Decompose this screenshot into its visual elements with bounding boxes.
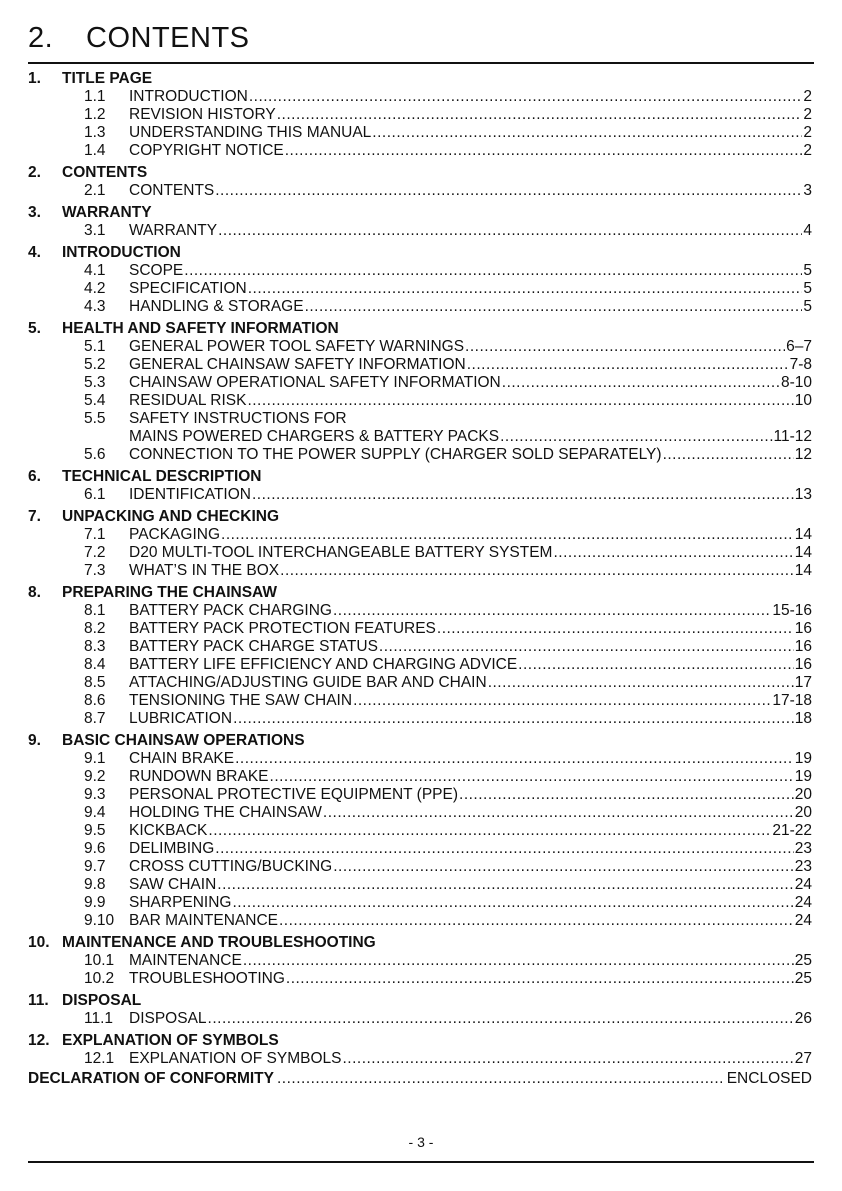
toc-entry[interactable] [28, 262, 812, 280]
toc-entry[interactable] [28, 858, 812, 876]
toc-entry[interactable] [28, 620, 812, 638]
entry-title: EXPLANATION OF SYMBOLS [129, 1050, 342, 1067]
toc-entry[interactable] [28, 1010, 812, 1028]
entry-page-number: 24 [794, 894, 812, 911]
entry-title: MAINS POWERED CHARGERS & BATTERY PACKS [129, 428, 500, 445]
section-title: TITLE PAGE [62, 70, 153, 87]
entry-page-number: 2 [803, 88, 812, 105]
declaration-entry[interactable] [28, 1070, 812, 1088]
dot-leader [323, 804, 794, 822]
dot-leader [248, 280, 803, 298]
toc-entry[interactable] [28, 692, 812, 710]
entry-page-number: 6–7 [786, 338, 812, 355]
entry-title: GENERAL POWER TOOL SAFETY WARNINGS [129, 338, 465, 355]
toc-entry[interactable] [28, 544, 812, 562]
entry-title: BATTERY PACK CHARGE STATUS [129, 638, 378, 655]
toc-entry[interactable] [28, 768, 812, 786]
entry-page-number: 2 [803, 124, 812, 141]
entry-title: D20 MULTI-TOOL INTERCHANGEABLE BATTERY SYSTEM [129, 544, 553, 561]
dot-leader [379, 638, 794, 656]
entry-page-number: 27 [794, 1050, 812, 1067]
section-number: 5. [28, 320, 41, 337]
entry-page-number: 23 [794, 840, 812, 857]
entry-number: 5.2 [84, 356, 106, 373]
section-title: MAINTENANCE AND TROUBLESHOOTING [62, 934, 376, 951]
section-heading[interactable] [28, 244, 812, 262]
declaration-page: ENCLOSED [726, 1070, 812, 1087]
entry-number: 12.1 [84, 1050, 115, 1067]
entry-page-number: 16 [794, 620, 812, 637]
toc-section [28, 164, 812, 200]
entry-title: HOLDING THE CHAINSAW [129, 804, 322, 821]
toc-entry[interactable] [28, 356, 812, 374]
entry-number: 5.6 [84, 446, 106, 463]
entry-page-number: 23 [794, 858, 812, 875]
entry-number: 9.7 [84, 858, 106, 875]
dot-leader [235, 750, 794, 768]
entry-title: WHAT’S IN THE BOX [129, 562, 280, 579]
section-heading[interactable] [28, 320, 812, 338]
toc-entry[interactable] [28, 786, 812, 804]
section-heading[interactable] [28, 468, 812, 486]
dot-leader [305, 298, 803, 316]
entry-page-number: 8-10 [780, 374, 812, 391]
toc-entry[interactable] [28, 894, 812, 912]
toc-entry[interactable] [28, 656, 812, 674]
dot-leader [465, 338, 785, 356]
entry-page-number: 12 [794, 446, 812, 463]
dot-leader [184, 262, 802, 280]
entry-title: UNDERSTANDING THIS MANUAL [129, 124, 372, 141]
section-title: DISPOSAL [62, 992, 142, 1009]
entry-title: SAFETY INSTRUCTIONS FOR [129, 410, 347, 427]
entry-page-number: 16 [794, 638, 812, 655]
entry-title: MAINTENANCE [129, 952, 242, 969]
entry-title: RESIDUAL RISK [129, 392, 247, 409]
toc-entry[interactable] [28, 142, 812, 160]
entry-number: 1.1 [84, 88, 106, 105]
dot-leader [553, 544, 793, 562]
toc-entry[interactable] [28, 970, 812, 988]
toc-section [28, 320, 812, 464]
entry-number: 8.3 [84, 638, 106, 655]
entry-page-number: 11-12 [773, 428, 812, 445]
entry-title: COPYRIGHT NOTICE [129, 142, 284, 159]
entry-number: 1.2 [84, 106, 106, 123]
entry-number: 6.1 [84, 486, 106, 503]
entry-page-number: 19 [794, 768, 812, 785]
entry-number: 9.4 [84, 804, 106, 821]
entry-number: 2.1 [84, 182, 106, 199]
entry-title: CONTENTS [129, 182, 215, 199]
entry-number: 1.4 [84, 142, 106, 159]
entry-title: LUBRICATION [129, 710, 233, 727]
toc-entry[interactable] [28, 446, 812, 464]
entry-number: 4.2 [84, 280, 106, 297]
page-title [28, 22, 250, 55]
entry-title: SAW CHAIN [129, 876, 217, 893]
dot-leader [221, 526, 794, 544]
toc-entry[interactable] [28, 338, 812, 356]
entry-page-number: 24 [794, 912, 812, 929]
entry-title: SCOPE [129, 262, 184, 279]
entry-title: KICKBACK [129, 822, 208, 839]
dot-leader [467, 356, 789, 374]
toc-entry[interactable] [28, 602, 812, 620]
entry-number: 9.10 [84, 912, 115, 929]
dot-leader [217, 876, 793, 894]
dot-leader [215, 840, 793, 858]
page-title-number: 2. [28, 22, 54, 54]
toc-entry[interactable] [28, 804, 812, 822]
entry-title: HANDLING & STORAGE [129, 298, 304, 315]
section-heading[interactable] [28, 508, 812, 526]
dot-leader [502, 374, 780, 392]
declaration-title: DECLARATION OF CONFORMITY [28, 1070, 274, 1087]
entry-page-number: 17-18 [772, 692, 812, 709]
entry-page-number: 2 [803, 142, 812, 159]
entry-page-number: 5 [803, 262, 812, 279]
toc-entry[interactable] [28, 410, 812, 428]
entry-number: 7.3 [84, 562, 106, 579]
entry-page-number: 26 [794, 1010, 812, 1027]
toc-section [28, 508, 812, 580]
entry-page-number: 17 [794, 674, 812, 691]
entry-number: 1.3 [84, 124, 106, 141]
dot-leader [353, 692, 771, 710]
toc-entry[interactable] [28, 88, 812, 106]
entry-title: RUNDOWN BRAKE [129, 768, 269, 785]
entry-number: 8.7 [84, 710, 106, 727]
entry-number: 9.6 [84, 840, 106, 857]
toc-entry[interactable] [28, 486, 812, 504]
section-heading[interactable] [28, 992, 812, 1010]
section-number: 2. [28, 164, 41, 181]
toc-entry[interactable] [28, 840, 812, 858]
section-number: 8. [28, 584, 41, 601]
entry-page-number: 14 [794, 544, 812, 561]
entry-number: 10.1 [84, 952, 115, 969]
section-title: BASIC CHAINSAW OPERATIONS [62, 732, 305, 749]
dot-leader [277, 106, 803, 124]
entry-page-number: 20 [794, 786, 812, 803]
toc-entry[interactable] [28, 674, 812, 692]
section-number: 6. [28, 468, 41, 485]
dot-leader [280, 562, 794, 580]
section-title: EXPLANATION OF SYMBOLS [62, 1032, 279, 1049]
dot-leader [518, 656, 794, 674]
section-title: WARRANTY [62, 204, 152, 221]
toc-entry[interactable] [28, 638, 812, 656]
toc-entry[interactable] [28, 222, 812, 240]
entry-title: CONNECTION TO THE POWER SUPPLY (CHARGER SOLD SEPARATELY) [129, 446, 662, 463]
section-number: 4. [28, 244, 41, 261]
toc-section [28, 934, 812, 988]
entry-title: DISPOSAL [129, 1010, 207, 1027]
entry-page-number: 15-16 [772, 602, 812, 619]
entry-title: CHAIN BRAKE [129, 750, 235, 767]
entry-number: 8.4 [84, 656, 106, 673]
dot-leader [372, 124, 802, 142]
entry-number: 8.2 [84, 620, 106, 637]
section-heading[interactable] [28, 164, 812, 182]
entry-number: 9.9 [84, 894, 106, 911]
entry-title: TROUBLESHOOTING [129, 970, 285, 987]
dot-leader [333, 858, 794, 876]
footer-divider [28, 1161, 814, 1163]
entry-title: REVISION HISTORY [129, 106, 276, 123]
toc-entry[interactable] [28, 298, 812, 316]
entry-page-number: 25 [794, 952, 812, 969]
entry-number: 7.1 [84, 526, 106, 543]
entry-title: ATTACHING/ADJUSTING GUIDE BAR AND CHAIN [129, 674, 487, 691]
entry-number: 5.5 [84, 410, 106, 427]
entry-number: 8.1 [84, 602, 106, 619]
section-heading[interactable] [28, 70, 812, 88]
dot-leader [270, 768, 794, 786]
entry-page-number: 10 [794, 392, 812, 409]
entry-page-number: 14 [794, 526, 812, 543]
entry-number: 9.8 [84, 876, 106, 893]
entry-title: BAR MAINTENANCE [129, 912, 278, 929]
entry-number: 3.1 [84, 222, 106, 239]
entry-page-number: 21-22 [772, 822, 812, 839]
toc-section [28, 244, 812, 316]
section-title: INTRODUCTION [62, 244, 181, 261]
entry-title: SPECIFICATION [129, 280, 247, 297]
section-heading[interactable] [28, 1032, 812, 1050]
dot-leader [215, 182, 802, 200]
entry-number: 5.1 [84, 338, 106, 355]
entry-title: BATTERY PACK CHARGING [129, 602, 332, 619]
toc-entry[interactable] [28, 562, 812, 580]
toc-entry[interactable] [28, 280, 812, 298]
dot-leader [488, 674, 794, 692]
entry-page-number: 7-8 [789, 356, 812, 373]
page-number: - 3 - [408, 1134, 434, 1150]
toc-entry[interactable] [28, 182, 812, 200]
toc-entry[interactable] [28, 428, 812, 446]
section-heading[interactable] [28, 934, 812, 952]
dot-leader [437, 620, 794, 638]
toc-entry[interactable] [28, 392, 812, 410]
page-title-text: CONTENTS [86, 22, 250, 54]
dot-leader [663, 446, 794, 464]
dot-leader [285, 142, 803, 160]
section-heading[interactable] [28, 204, 812, 222]
section-heading[interactable] [28, 584, 812, 602]
entry-title: IDENTIFICATION [129, 486, 251, 503]
dot-leader [233, 710, 794, 728]
toc-entry[interactable] [28, 374, 812, 392]
entry-number: 7.2 [84, 544, 106, 561]
entry-number: 4.3 [84, 298, 106, 315]
entry-page-number: 25 [794, 970, 812, 987]
toc-entry[interactable] [28, 952, 812, 970]
entry-number: 9.2 [84, 768, 106, 785]
entry-title: TENSIONING THE SAW CHAIN [129, 692, 353, 709]
toc-entry[interactable] [28, 822, 812, 840]
section-number: 9. [28, 732, 41, 749]
toc-entry[interactable] [28, 876, 812, 894]
entry-page-number: 16 [794, 656, 812, 673]
entry-title: CHAINSAW OPERATIONAL SAFETY INFORMATION [129, 374, 501, 391]
toc-entry[interactable] [28, 1050, 812, 1068]
entry-title: PACKAGING [129, 526, 221, 543]
dot-leader [277, 1070, 724, 1088]
toc-entry[interactable] [28, 912, 812, 930]
toc-section [28, 468, 812, 504]
section-number: 7. [28, 508, 41, 525]
entry-page-number: 5 [803, 280, 812, 297]
entry-title: SHARPENING [129, 894, 232, 911]
entry-title: INTRODUCTION [129, 88, 248, 105]
toc-entry[interactable] [28, 106, 812, 124]
dot-leader [333, 602, 771, 620]
section-title: TECHNICAL DESCRIPTION [62, 468, 262, 485]
toc-entry[interactable] [28, 124, 812, 142]
toc-section [28, 732, 812, 930]
entry-title: BATTERY LIFE EFFICIENCY AND CHARGING ADVICE [129, 656, 518, 673]
entry-title: DELIMBING [129, 840, 215, 857]
dot-leader [247, 392, 793, 410]
entry-page-number: 5 [803, 298, 812, 315]
section-number: 3. [28, 204, 41, 221]
table-of-contents [28, 70, 812, 1088]
dot-leader [500, 428, 772, 446]
entry-number: 5.3 [84, 374, 106, 391]
section-number: 10. [28, 934, 50, 951]
entry-page-number: 14 [794, 562, 812, 579]
toc-entry[interactable] [28, 750, 812, 768]
entry-page-number: 2 [803, 106, 812, 123]
toc-entry[interactable] [28, 710, 812, 728]
entry-page-number: 13 [794, 486, 812, 503]
dot-leader [342, 1050, 793, 1068]
entry-number: 4.1 [84, 262, 106, 279]
entry-title: WARRANTY [129, 222, 218, 239]
entry-number: 9.3 [84, 786, 106, 803]
entry-number: 5.4 [84, 392, 106, 409]
title-divider [28, 62, 814, 64]
entry-number: 9.1 [84, 750, 106, 767]
entry-page-number: 4 [803, 222, 812, 239]
dot-leader [243, 952, 794, 970]
section-title: CONTENTS [62, 164, 148, 181]
dot-leader [459, 786, 794, 804]
entry-page-number: 20 [794, 804, 812, 821]
section-title: HEALTH AND SAFETY INFORMATION [62, 320, 339, 337]
entry-number: 8.6 [84, 692, 106, 709]
dot-leader [208, 822, 771, 840]
dot-leader [249, 88, 803, 106]
toc-section [28, 1032, 812, 1068]
entry-page-number: 3 [803, 182, 812, 199]
dot-leader [233, 894, 794, 912]
section-number: 1. [28, 70, 41, 87]
entry-number: 8.5 [84, 674, 106, 691]
dot-leader [286, 970, 794, 988]
entry-title: GENERAL CHAINSAW SAFETY INFORMATION [129, 356, 466, 373]
entry-number: 11.1 [84, 1010, 114, 1027]
entry-page-number: 19 [794, 750, 812, 767]
dot-leader [208, 1010, 794, 1028]
entry-title: CROSS CUTTING/BUCKING [129, 858, 333, 875]
toc-entry[interactable] [28, 526, 812, 544]
toc-section [28, 584, 812, 728]
entry-number: 9.5 [84, 822, 106, 839]
section-heading[interactable] [28, 732, 812, 750]
section-number: 12. [28, 1032, 50, 1049]
section-number: 11. [28, 992, 49, 1009]
dot-leader [279, 912, 794, 930]
dot-leader [252, 486, 794, 504]
entry-title: BATTERY PACK PROTECTION FEATURES [129, 620, 436, 637]
entry-title: PERSONAL PROTECTIVE EQUIPMENT (PPE) [129, 786, 459, 803]
toc-section [28, 992, 812, 1028]
section-title: UNPACKING AND CHECKING [62, 508, 279, 525]
toc-section [28, 204, 812, 240]
section-title: PREPARING THE CHAINSAW [62, 584, 278, 601]
toc-section [28, 70, 812, 160]
entry-page-number: 18 [794, 710, 812, 727]
dot-leader [218, 222, 802, 240]
entry-page-number: 24 [794, 876, 812, 893]
entry-number: 10.2 [84, 970, 115, 987]
